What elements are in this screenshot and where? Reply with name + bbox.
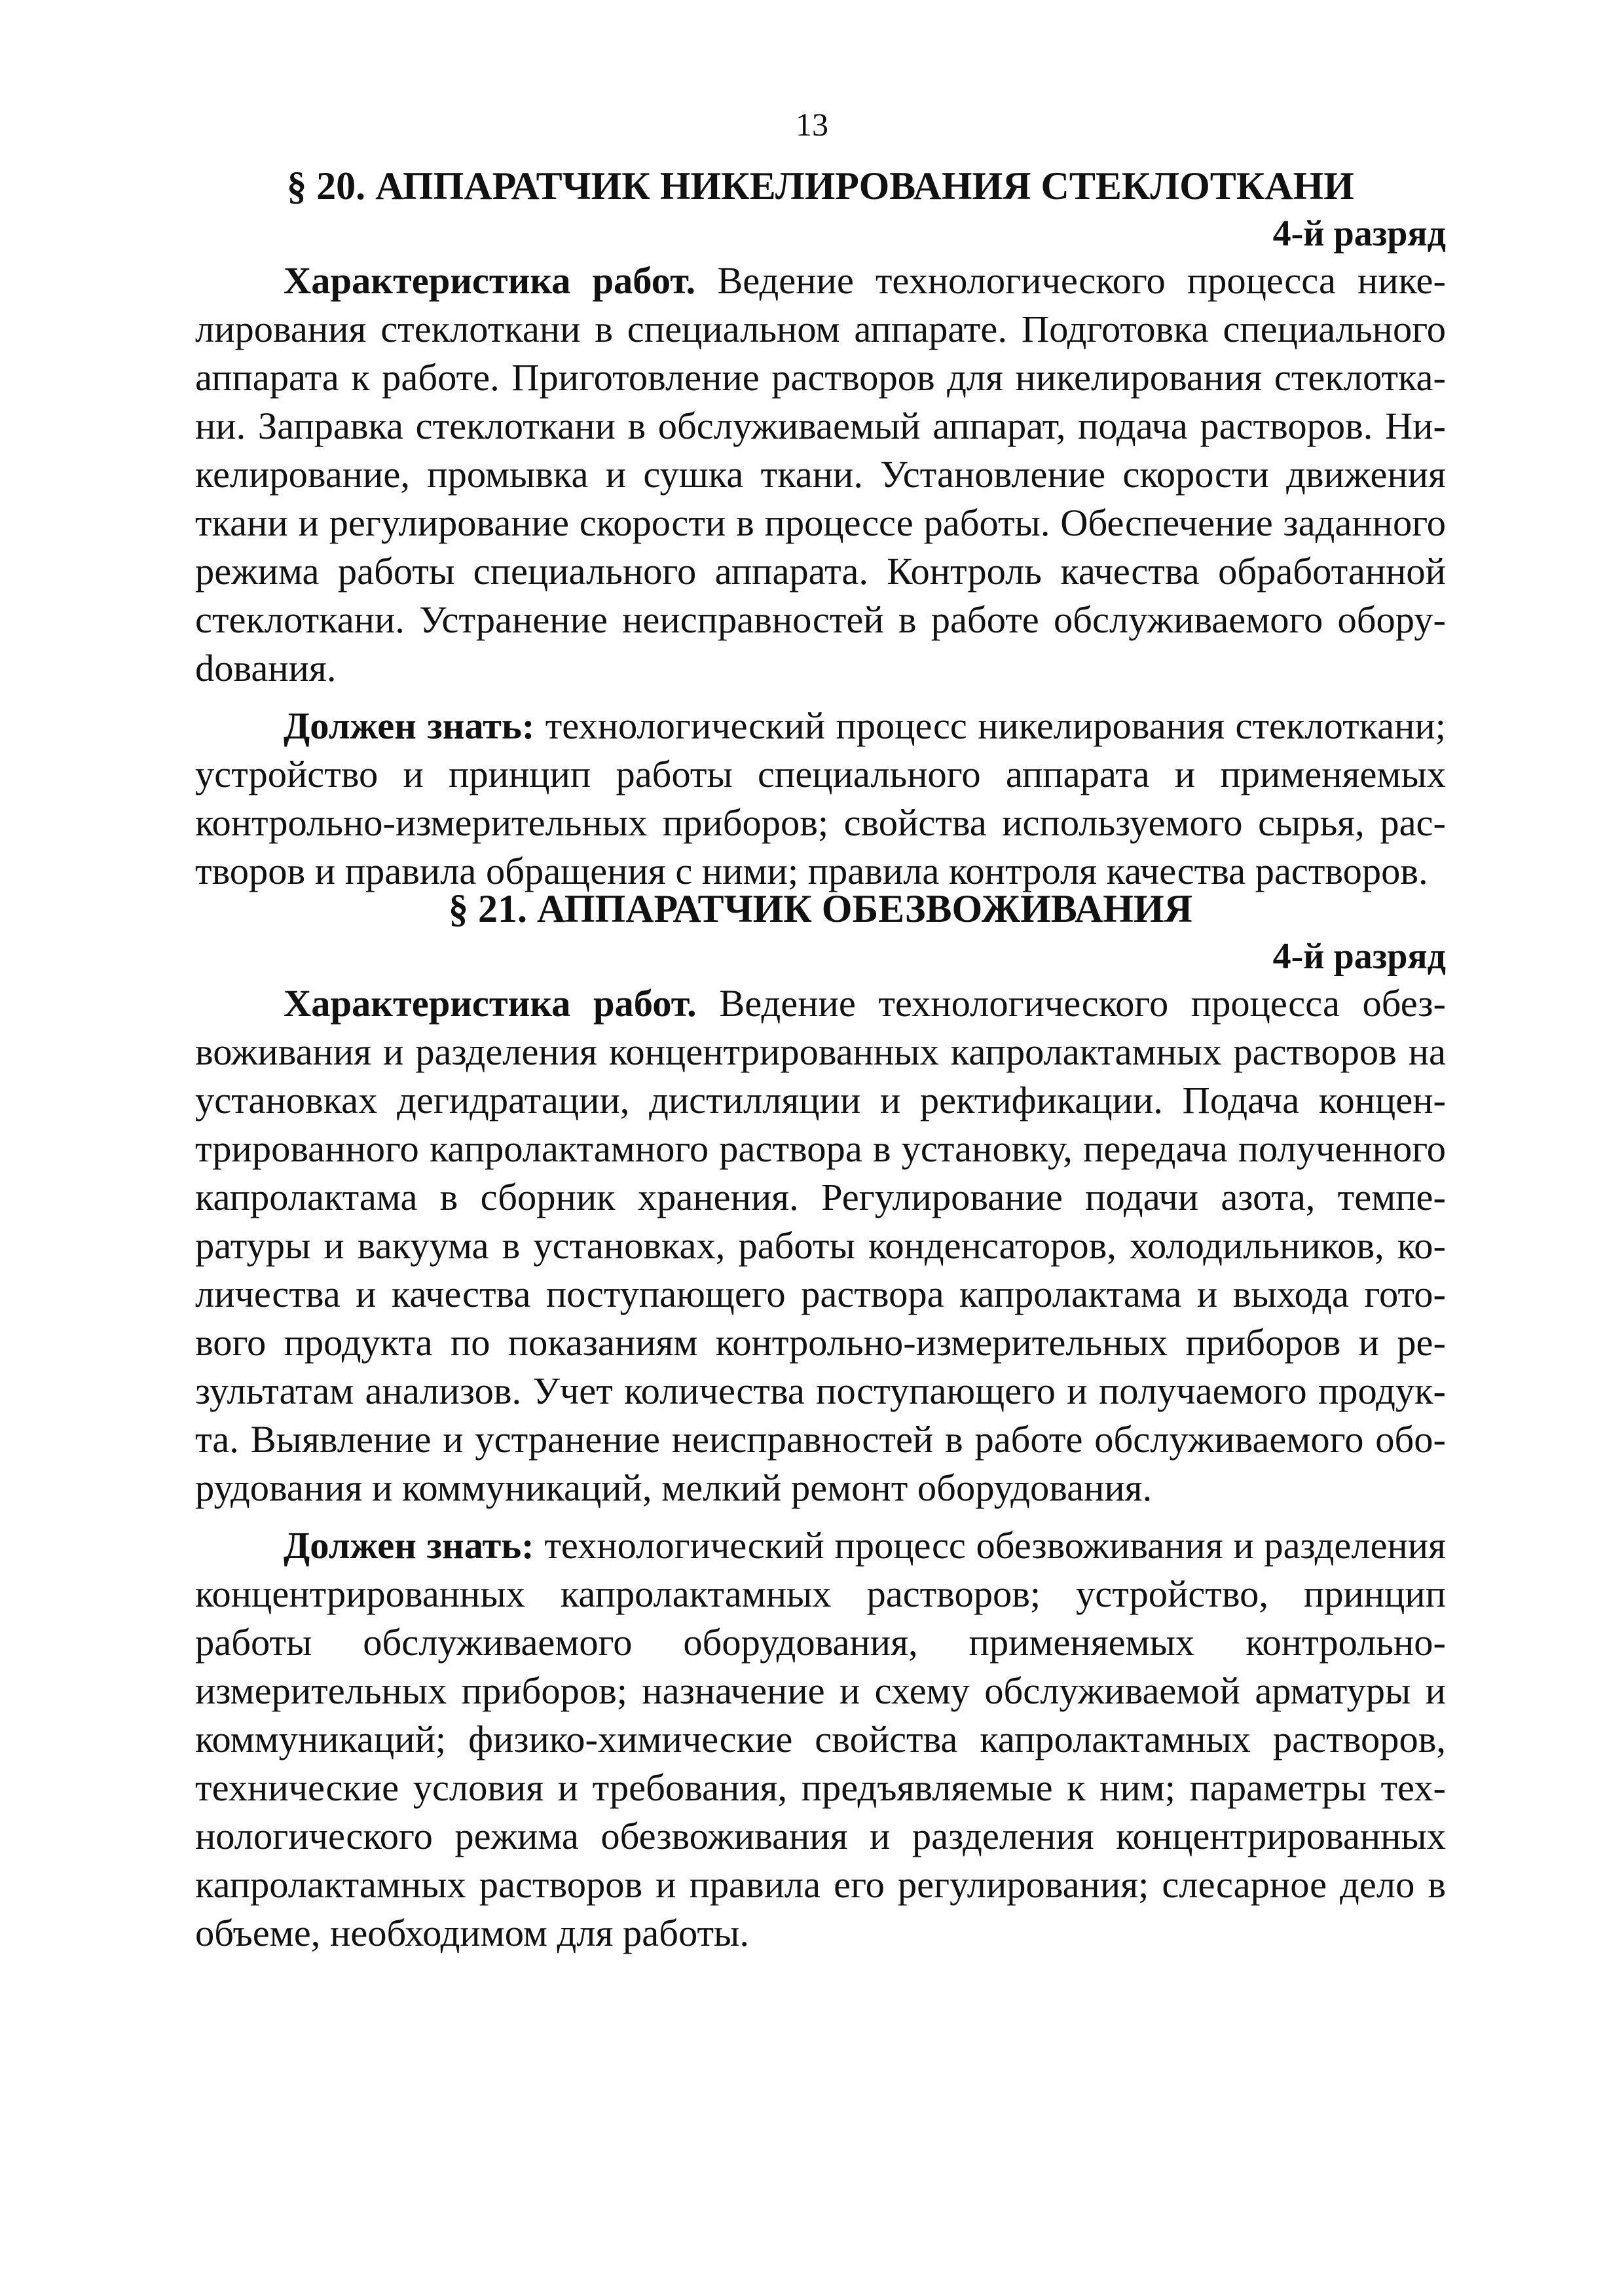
required-knowledge-paragraph (195, 702, 1446, 896)
required-knowledge-text: технологический процесс обезвоживания и разделения концентрированных капролактамных растворов; устройство, принцип работы обслуживаемого оборудования, применяемых контрольно-измерительных приборов; назначение и схему обслуживаемой арматуры и коммуникаций; физико-химические свойства капролактамных растворов, технические условия и требования, предъявляемые к ним; параметры технологического режима обезвоживания и разделения концентрированных капролактамных растворов и правила его регулирования; слесарное дело в объеме, необходимом для работы. (195, 1524, 1447, 1954)
rank-label: 4-й разряд (1272, 936, 1446, 977)
required-knowledge-paragraph (195, 1522, 1446, 1958)
required-knowledge-label: Должен знать: (284, 1524, 534, 1567)
section-21 (195, 884, 1446, 1958)
section-title: § 20. АППАРАТЧИК НИКЕЛИРОВАНИЯ СТЕКЛОТКАНИ (287, 164, 1354, 208)
work-characteristics-paragraph (195, 979, 1446, 1512)
work-characteristics-text: Ведение технологического процесса обезвоживания и разделения концентрированных капролактамных растворов на установках дегидратации, дистилляции и ректификации. Подача концентрированного капролактамного раствора в установку, передача полученного капролактама в сборник хранения. Регулирование подачи азота, температуры и вакуума в установках, работы конденсаторов, холодильников, количества и качества поступающего раствора капролактама и выхода готового продукта по показаниям контрольно-измерительных приборов и результатам анализов. Учет количества поступающего и получаемого продукта. Выявление и устранение неисправностей в работе обслуживаемого оборудования и коммуникаций, мелкий ремонт оборудования. (195, 982, 1446, 1509)
rank-label: 4-й разряд (1272, 213, 1446, 254)
section-20 (195, 161, 1446, 896)
required-knowledge-label: Должен знать: (284, 704, 535, 747)
work-characteristics-label: Характеристика работ. (284, 982, 697, 1025)
work-characteristics-text: Ведение технологического процесса никелирования стеклоткани в специальном аппарате. Подготовка специального аппарата к работе. Приготовление растворов для никелирования стеклоткани. Заправка стеклоткани в обслуживаемый аппарат, подача растворов. Никелирование, промывка и сушка ткани. Установление скорости движения ткани и регулирование скорости в процессе работы. Обеспечение заданного режима работы специального аппарата. Контроль качества обработанной стеклоткани. Устранение неисправностей в работе обслуживаемого оборуdования. (195, 259, 1446, 689)
required-knowledge-text: технологический процесс никелирования стеклоткани; устройство и принцип работы специального аппарата и применяемых контрольно-измерительных приборов; свойства используемого сырья, растворов и правила обращения с ними; правила контроля качества растворов. (195, 704, 1447, 892)
work-characteristics-paragraph (195, 257, 1446, 693)
section-title: § 21. АППАРАТЧИК ОБЕЗВОЖИВАНИЯ (449, 887, 1192, 930)
page-number: 13 (796, 106, 828, 143)
work-characteristics-label: Характеристика работ. (284, 259, 696, 302)
